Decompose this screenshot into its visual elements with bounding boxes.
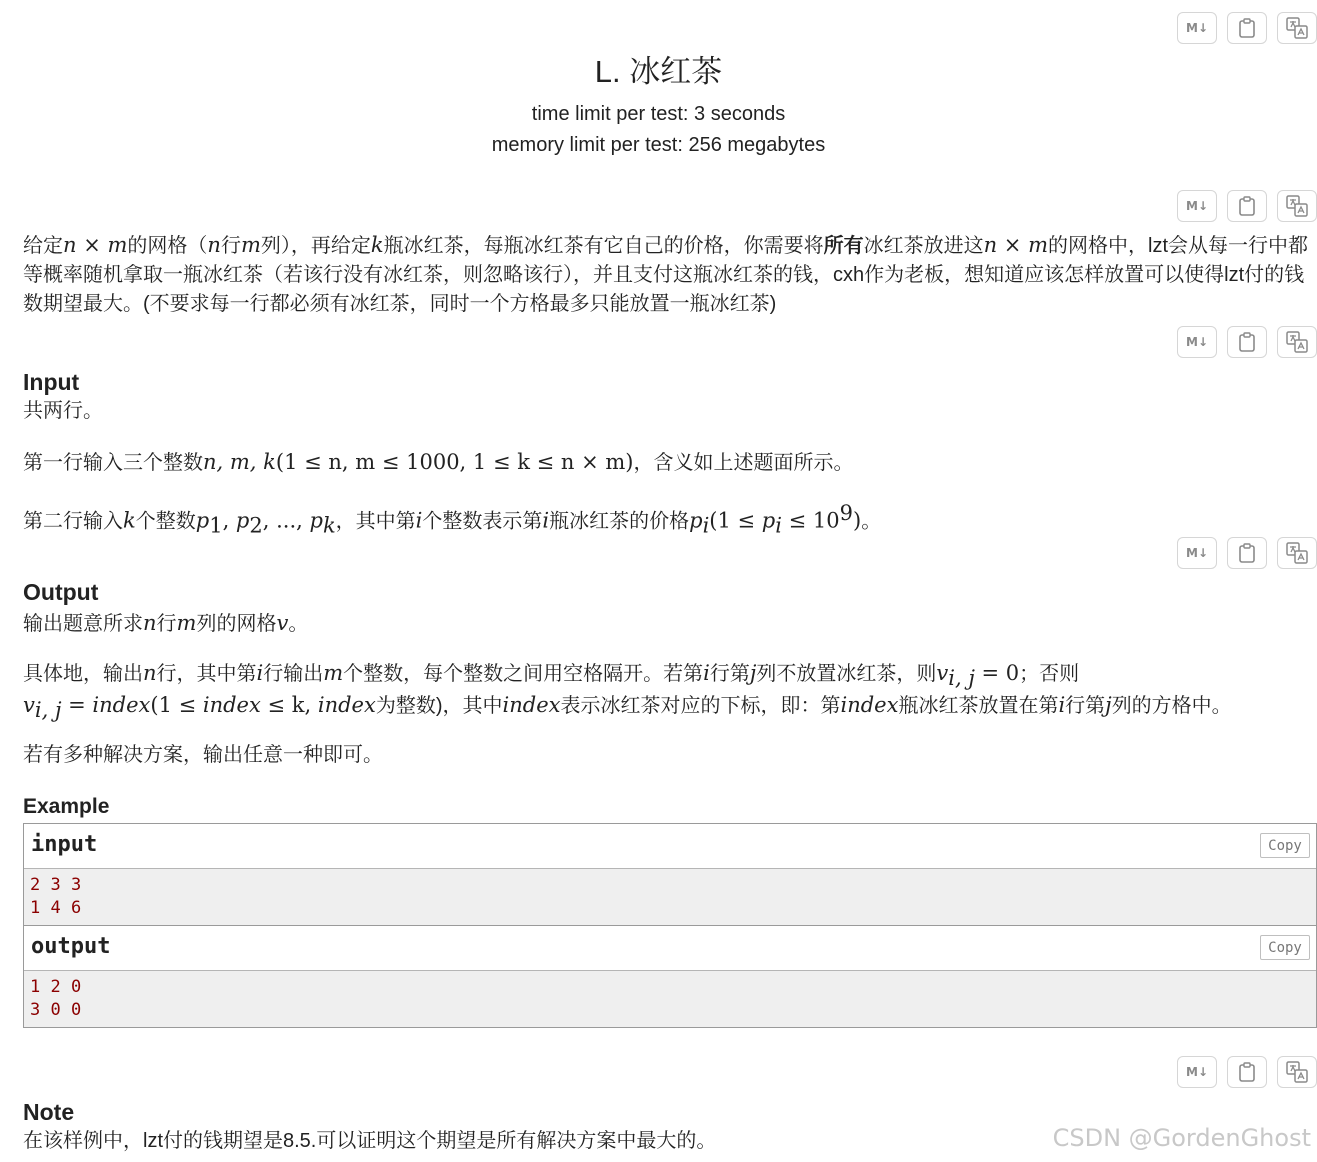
note-heading: Note <box>23 1099 75 1125</box>
example-heading: Example <box>23 795 110 818</box>
clipboard-icon <box>1238 332 1256 352</box>
translate-icon <box>1286 542 1308 564</box>
markdown-icon: M↓ <box>1186 199 1208 213</box>
markdown-button[interactable] <box>1177 1056 1217 1088</box>
problem-title: L. 冰红茶 <box>594 54 723 89</box>
toolbar-title <box>1177 12 1317 44</box>
copy-clipboard-button[interactable] <box>1227 190 1267 222</box>
copy-clipboard-button[interactable] <box>1227 326 1267 358</box>
markdown-icon: M↓ <box>1186 546 1208 560</box>
clipboard-icon <box>1238 543 1256 563</box>
watermark: CSDN @GordenGhost <box>1052 1124 1311 1152</box>
translate-button[interactable] <box>1277 537 1317 569</box>
copy-input-button[interactable]: Copy <box>1260 833 1310 858</box>
sample-output-line: 1 2 0 <box>30 977 82 997</box>
copy-output-button[interactable]: Copy <box>1260 935 1310 960</box>
toolbar-output <box>1177 537 1317 569</box>
markdown-icon: M↓ <box>1186 335 1208 349</box>
copy-clipboard-button[interactable] <box>1227 12 1267 44</box>
note-text: 在该样例中，lzt付的钱期望是8.5.可以证明这个期望是所有解决方案中最大的。 <box>23 1130 717 1152</box>
sample-input-box <box>23 823 1317 926</box>
output-line-4: 若有多种解决方案，输出任意一种即可。 <box>23 744 383 766</box>
toolbar-statement <box>1177 190 1317 222</box>
markdown-button[interactable] <box>1177 12 1217 44</box>
sample-input-line: 1 4 6 <box>30 898 82 918</box>
sample-input-content <box>24 869 1316 925</box>
output-line-1: 输出题意所求n行m列的网格v。 <box>23 611 309 635</box>
copy-clipboard-button[interactable] <box>1227 537 1267 569</box>
translate-icon <box>1286 331 1308 353</box>
time-limit: time limit per test: 3 seconds <box>531 103 786 125</box>
sample-output-box <box>23 925 1317 1028</box>
translate-button[interactable] <box>1277 12 1317 44</box>
clipboard-icon <box>1238 18 1256 38</box>
input-line-1: 共两行。 <box>23 400 103 422</box>
problem-statement: 给定n × m的网格（n行m列），再给定k瓶冰红茶，每瓶冰红茶有它自己的价格，你需要将所有冰红茶放进这n × m的网格中，lzt会从每一行中都等概率随机拿取一瓶冰红茶（若该行没有冰红茶，则忽略该行），并且支付这瓶冰红茶的钱，cxh作为老板，想知道应该怎样放置可以使得lzt付的钱数期望最大。(不要求每一行都必须有冰红茶，同时一个方格最多只能放置一瓶冰红茶) <box>23 233 1308 315</box>
clipboard-icon <box>1238 196 1256 216</box>
sample-input-label: input <box>31 832 98 857</box>
translate-icon <box>1286 1061 1308 1083</box>
output-line-2: 具体地，输出n行，其中第i行输出m个整数，每个整数之间用空格隔开。若第i行第j列不放置冰红茶，则$v_{i, j} = 0$；否则 <box>23 661 1080 690</box>
markdown-button[interactable] <box>1177 190 1217 222</box>
copy-clipboard-button[interactable] <box>1227 1056 1267 1088</box>
sample-output-label: output <box>31 934 111 959</box>
sample-output-line: 3 0 0 <box>30 1000 82 1020</box>
translate-button[interactable] <box>1277 1056 1317 1088</box>
markdown-button[interactable] <box>1177 326 1217 358</box>
toolbar-note <box>1177 1056 1317 1088</box>
memory-limit: memory limit per test: 256 megabytes <box>491 134 826 156</box>
markdown-icon: M↓ <box>1186 21 1208 35</box>
markdown-icon: M↓ <box>1186 1065 1208 1079</box>
sample-output-content <box>24 971 1316 1027</box>
translate-button[interactable] <box>1277 190 1317 222</box>
markdown-button[interactable] <box>1177 537 1217 569</box>
input-line-2: 第一行输入三个整数n, m, k(1 ≤ n, m ≤ 1000, 1 ≤ k ≤ n × m)，含义如上述题面所示。 <box>23 450 854 474</box>
output-heading: Output <box>23 579 99 605</box>
translate-button[interactable] <box>1277 326 1317 358</box>
clipboard-icon <box>1238 1062 1256 1082</box>
input-line-3: 第二行输入k个整数$p_1$, $p_2$, ..., $p_k$，其中第i个整数表示第i瓶冰红茶的价格$p_i(1 \le p_i \le 10^9)$。 <box>23 501 882 538</box>
sample-input-line: 2 3 3 <box>30 875 82 895</box>
translate-icon <box>1286 17 1308 39</box>
toolbar-input <box>1177 326 1317 358</box>
translate-icon <box>1286 195 1308 217</box>
input-heading: Input <box>23 369 80 395</box>
output-line-3: $v_{i, j}$ = index(1 ≤ index ≤ k, index为整数)，其中index表示冰红茶对应的下标，即：第index瓶冰红茶放置在第i行第j列的方格中。 <box>23 693 1232 722</box>
